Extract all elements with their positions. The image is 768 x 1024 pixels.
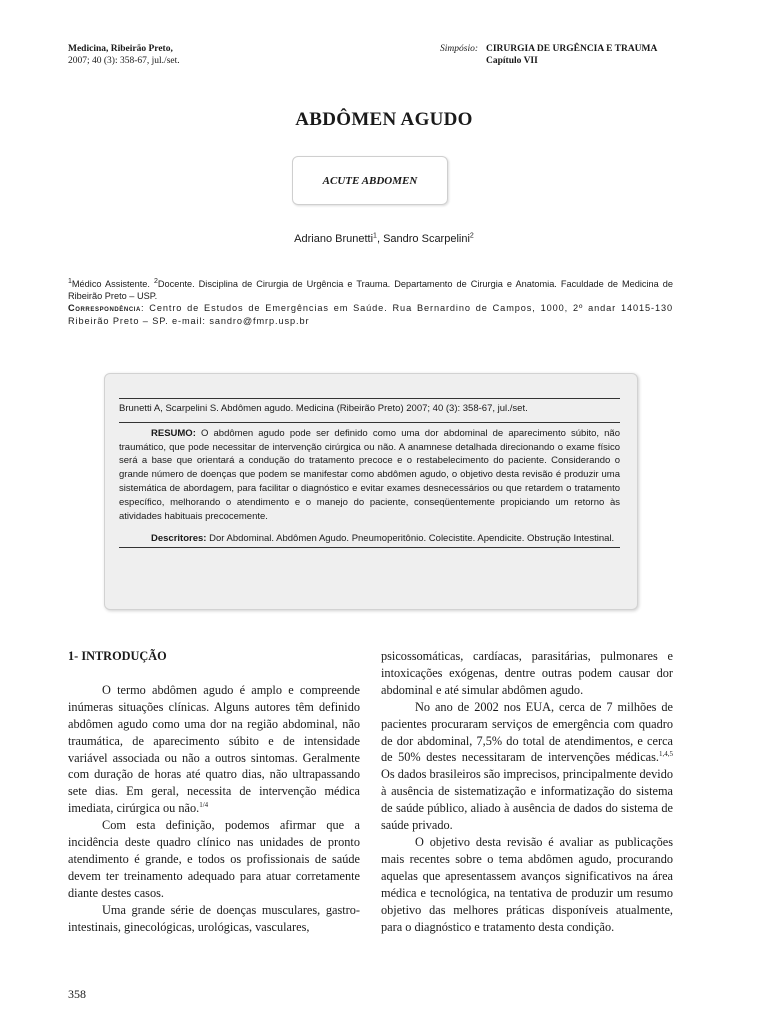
paragraph-text: Os dados brasileiros são imprecisos, principalmente devido à ausência de sistematização e informatização do sistema de saúde público, aliado à ausência de dados do sistema de saúde privado. [381, 767, 673, 833]
symposium-title: CIRURGIA DE URGÊNCIA E TRAUMA [486, 44, 658, 54]
affiliation-mark: 1 [68, 277, 72, 285]
correspondence [68, 302, 673, 326]
article-title: ABDÔMEN AGUDO [295, 109, 473, 130]
author-name: Adriano Brunetti [294, 233, 374, 245]
reference-mark: 1/4 [199, 801, 209, 810]
paragraph-continuation: psicossomáticas, cardíacas, parasitárias, pulmonares e intoxicações exógenas, dentre outras podem causar dor abdominal e até simular abdômen agudo. [381, 649, 673, 697]
author-affiliation-mark: 2 [469, 232, 474, 240]
affiliations [68, 278, 673, 327]
paragraph: Uma grande série de doenças musculares, gastro-intestinais, ginecológicas, urológicas, vasculares, [68, 902, 360, 934]
paragraph-text: O termo abdômen agudo é amplo e compreende inúmeras situações clínicas. Alguns autores têm definido abdômen agudo como uma dor na região abdominal, não traumática, de aparecimento súbito e de intensidade variável associada ou não a outros sintomas. Geralmente com duração de horas até quatro dias, não ultrapassando sete dias. Em geral, necessita de intervenção médica imediata, cirúrgica ou não. [68, 682, 360, 816]
journal-reference [68, 43, 180, 67]
keywords-label: Descritores: [151, 533, 207, 545]
affiliation-text [68, 278, 673, 302]
heading-spacer [68, 665, 360, 682]
reference-mark: 1,4,5 [659, 750, 673, 759]
abstract-resumo [119, 427, 620, 524]
paragraph: Com esta definição, podemos afirmar que a incidência deste quadro clínico nas unidades de pronto atendimento é grande, e todos os profissionais de saúde devem ter treinamento adequado para atuar corretamente diante destes casos. [68, 818, 360, 900]
citation-rule [119, 422, 620, 423]
affiliation-mark: 2 [153, 277, 158, 285]
authors-line [0, 233, 768, 245]
page-number: 358 [68, 987, 86, 1001]
keywords-text: Dor Abdominal. Abdômen Agudo. Pneumoperitônio. Colecistite. Apendicite. Obstrução Intestinal. [206, 533, 615, 545]
paragraph-text: No ano de 2002 nos EUA, cerca de 7 milhões de pacientes procuraram serviços de emergência com quadro de dor abdominal, 7,5% do total de atendimentos, e cerca de 50% destes necessitaram de intervenções médicas. [381, 699, 673, 765]
correspondence-label: Correspondência [68, 303, 141, 314]
abstract-bottom-rule [119, 547, 620, 548]
paragraph: O objetivo desta revisão é avaliar as publicações mais recentes sobre o tema abdômen agudo, procurando aquelas que apresentassem avanços significativos na área médica e tecnológica, na tentativa de produzir um resumo objetivo das melhores práticas disponíveis atualmente, para o diagnóstico e tratamento desta condição. [381, 834, 673, 934]
symposium-header [440, 43, 657, 67]
journal-issue: 2007; 40 (3): 358-67, jul./set. [68, 56, 180, 66]
english-title-box [292, 156, 448, 205]
affiliation-part: Docente. Disciplina de Cirurgia de Urgência e Trauma. Departamento de Cirurgia e Anatomia. Faculdade de Medicina de Ribeirão Preto – USP. [68, 279, 674, 302]
keywords [119, 532, 620, 547]
english-title: ACUTE ABDOMEN [322, 174, 418, 187]
right-column [381, 648, 673, 935]
author-separator: , [376, 233, 384, 245]
paragraph [68, 682, 360, 817]
author-affiliation-mark: 1 [373, 232, 377, 240]
resumo-label: RESUMO: [151, 427, 196, 439]
affiliation-part: Médico Assistente. [71, 279, 154, 289]
symposium-label: Simpósio: [440, 44, 478, 54]
paragraph [381, 699, 673, 834]
citation: Brunetti A, Scarpelini S. Abdômen agudo. Medicina (Ribeirão Preto) 2007; 40 (3): 358-67, jul./set. [119, 403, 528, 414]
section-heading: 1- INTRODUÇÃO [68, 649, 167, 663]
chapter-label: Capítulo VII [486, 56, 538, 66]
abstract-content [119, 398, 620, 548]
journal-name: Medicina, Ribeirão Preto, [68, 44, 173, 54]
correspondence-text: : Centro de Estudos de Emergências em Saúde. Rua Bernardino de Campos, 1000, 2º andar 14015-130 Ribeirão Preto – SP. e-mail: sandro@fmrp.usp.br [68, 303, 673, 326]
abstract-box [104, 373, 638, 610]
left-column [68, 648, 360, 936]
author-name: Sandro Scarpelini [383, 233, 470, 245]
resumo-text: O abdômen agudo pode ser definido como uma dor abdominal de aparecimento súbito, não traumático, que pode necessitar de intervenção cirúrgica ou não. A anamnese detalhada direcionando o exame físico será a base que orientará a condução do tratamento precoce e o restabelecimento do paciente. Considerando o grande número de doenças que podem se manifestar como abdômen agudo, o objetivo desta revisão é produzir uma sistemática de abordagem, para facilitar o diagnóstico e evitar exames desnecessários ou que retardem o tratamento específico, melhorando o atendimento e o manejo do paciente, conseqüentemente propiciando um retorno às atividades habituais precocemente. [119, 427, 620, 522]
